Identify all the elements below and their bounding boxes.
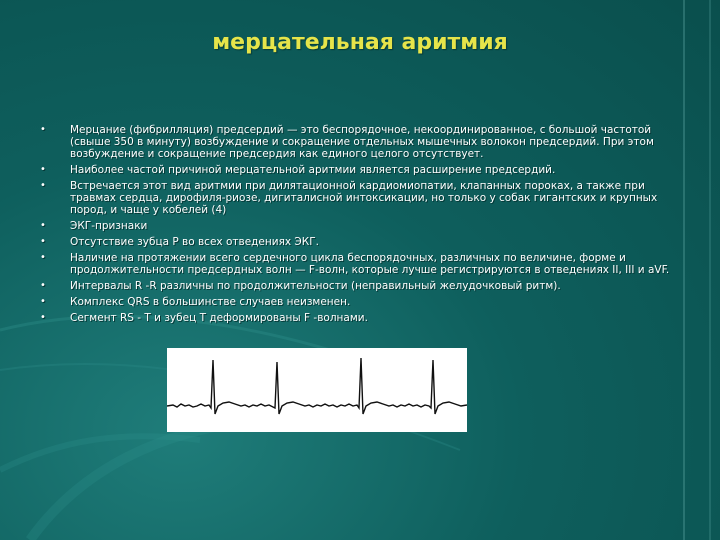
bullet-text: ЭКГ-признаки <box>70 220 148 232</box>
bullet-text: Отсутствие зубца Р во всех отведениях ЭКГ. <box>70 236 319 248</box>
bullet-dot: • <box>40 180 46 191</box>
slide-title: мерцательная аритмия <box>212 30 508 55</box>
bullet-dot: • <box>40 312 46 323</box>
bullet-list <box>40 124 690 328</box>
bullet-dot: • <box>40 252 46 263</box>
ecg-image <box>167 348 467 432</box>
bullet-item <box>40 312 690 324</box>
bullet-text: Комплекс QRS в большинстве случаев неизменен. <box>70 296 351 308</box>
ecg-trace <box>167 348 467 432</box>
bullet-item <box>40 252 690 276</box>
bullet-item <box>40 296 690 308</box>
bullet-item <box>40 236 690 248</box>
bullet-text: Наиболее частой причиной мерцательной аритмии является расширение предсердий. <box>70 164 556 176</box>
bullet-text: Интервалы R -R различны по продолжительности (неправильный желудочковый ритм). <box>70 280 561 292</box>
bullet-item <box>40 124 690 160</box>
bullet-text: Встречается этот вид аритмии при дилятационной кардиомиопатии, клапанных пороках, а также при травмах сердца, дирофиля-риозе, дигиталисной интоксикации, но только у собак гигантских и крупных пород, и чаще у кобелей (4) <box>70 180 658 216</box>
bullet-text: Наличие на протяжении всего сердечного цикла беспорядочных, различных по величине, форме и продолжительности предсердных волн — F-волн, которые лучше регистрируются в отведениях II, III и aVF. <box>70 252 670 276</box>
bullet-dot: • <box>40 280 46 291</box>
bullet-item <box>40 280 690 292</box>
bullet-dot: • <box>40 164 46 175</box>
bullet-text: Сегмент RS - Т и зубец Т деформированы F -волнами. <box>70 312 368 324</box>
bullet-item <box>40 220 690 232</box>
bullet-item <box>40 180 690 216</box>
bullet-item <box>40 164 690 176</box>
bullet-dot: • <box>40 124 46 135</box>
bullet-dot: • <box>40 296 46 307</box>
bullet-text: Мерцание (фибрилляция) предсердий — это беспорядочное, некоординированное, с большой частотой (свыше 350 в минуту) возбуждение и сокращение отдельных мышечных волокон предсердий. При этом возбуждение и сокращение предсердия как единого целого отсутствует. <box>70 124 654 160</box>
bullet-dot: • <box>40 220 46 231</box>
bullet-dot: • <box>40 236 46 247</box>
